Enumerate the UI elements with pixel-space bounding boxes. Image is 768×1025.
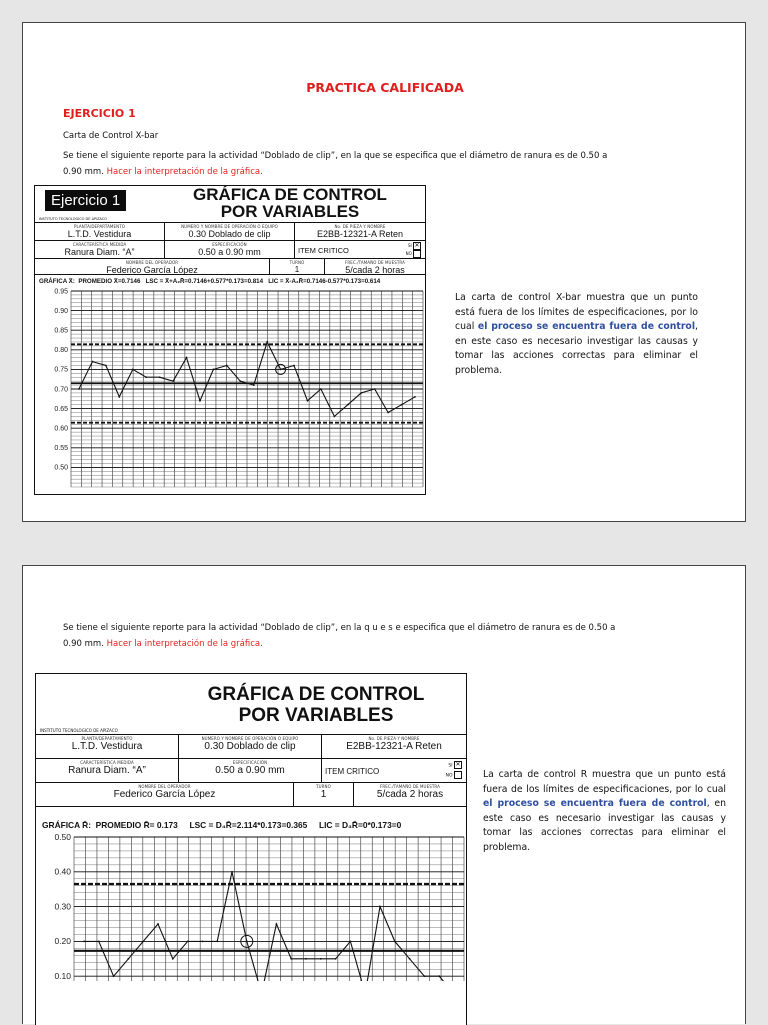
part-cell [295,223,425,241]
data-point [118,396,120,398]
critical-item-cell [295,241,425,259]
yes-checkbox: ✕ [414,242,420,249]
frequency-cell [325,259,425,275]
spec-cell [179,759,322,783]
intro-line-1: Se tiene el siguiente reporte para la actividad “Doblado de clip”, en la que se especifica que el diámetro de ranura es de 0.50 a [63,151,608,161]
data-point [350,941,352,943]
y-tick-label: 0.65 [54,405,68,413]
data-point [438,975,440,977]
r-chart-header [42,820,401,830]
characteristic-value: Ranura Diam. “A” [68,765,146,776]
no-label: NO [405,251,412,256]
data-point [379,906,381,908]
form-title-line-1: GRÁFICA DE CONTROL [207,684,425,705]
interpretation-highlight: el proceso se encuentra fuera de control [483,798,707,809]
shift-cell [294,783,354,807]
r-ucl-annotation: LSC = D₄R̄=2.114*0.173=0.365 [189,820,308,830]
data-point [266,341,268,343]
interpretation-text-end: , en este caso es necesario investigar las causas y tomar las acciones correctas para eliminar el problema. [455,321,698,376]
y-tick-label: 0.90 [54,307,68,315]
y-tick-label: 0.30 [54,901,71,912]
form-title-line-2: POR VARIABLES [220,202,360,221]
shift-caption: TURNO [316,784,331,789]
xbar-interpretation [455,291,698,378]
y-tick-label: 0.70 [54,386,68,394]
interpretation-text: La carta de control X-bar muestra que un punto está fuera de los límites de especificaciones, por lo cual [455,292,698,332]
no-checkbox [413,250,421,258]
data-point [360,392,362,394]
characteristic-cell [35,241,165,259]
r-center-annotation: PROMEDIO R̄= 0.173 [95,820,178,830]
data-point [347,404,349,406]
data-point [320,958,322,960]
data-point [226,365,228,367]
frequency-value: 5/cada 2 horas [376,789,444,800]
intro-line-2-text: 0.90 mm. [63,167,104,177]
plant-value: L.T.D. Vestidura [67,229,132,239]
data-point [409,958,411,960]
frequency-caption: FREC./TAMAÑO DE MUESTRA [380,784,440,789]
data-point [172,380,174,382]
form-title-line-2: POR VARIABLES [238,705,394,726]
data-point [78,388,80,390]
spec-caption: ESPECIFICACIÓN [232,760,268,765]
data-point [216,941,218,943]
frequency-cell [354,783,466,807]
intro-line-2 [63,164,713,180]
r-chart-title: GRÁFICA R̄: [42,820,92,830]
critical-item-label: ITEM CRITICO [298,246,349,255]
shift-cell [270,259,325,275]
characteristic-caption: CARACTERÍSTICA MEDIDA [80,760,134,765]
shift-caption: TURNO [289,260,305,265]
document-page-2 [22,565,746,1024]
y-tick-label: 0.95 [54,288,68,296]
no-checkbox [454,771,462,779]
data-point [333,416,335,418]
y-tick-label: 0.75 [54,366,68,374]
y-tick-label: 0.20 [54,936,71,947]
interpretation-text: La carta de control R muestra que un punto está fuera de los límites de especificaciones, por lo cual [483,769,726,795]
data-point [253,384,255,386]
data-point [335,958,337,960]
institute-label: INSTITUTO TECNOLOGICO DE APIZACO [39,217,108,221]
xbar-control-chart [35,287,425,494]
y-tick-label: 0.55 [54,445,68,453]
r-interpretation [483,768,726,855]
data-point [187,941,189,943]
data-point [246,941,248,943]
page-title: PRACTICA CALIFICADA [306,80,464,95]
operation-caption: NÚMERO Y NOMBRE DE OPERACIÓN O EQUIPO [181,224,278,229]
characteristic-cell [36,759,179,783]
document-page-1 [22,22,746,522]
y-tick-label: 0.80 [54,347,68,355]
section-subtitle: Carta de Control X-bar [63,131,159,141]
form-title-line-1: GRÁFICA DE CONTROL [193,185,387,204]
y-tick-label: 0.85 [54,327,68,335]
plant-value: L.T.D. Vestidura [71,741,143,752]
shift-value: 1 [294,265,300,274]
operator-caption: NOMBRE DEL OPERADOR [125,260,179,265]
data-point [199,400,201,402]
data-point [424,975,426,977]
data-point [239,380,241,382]
characteristic-caption: CARACTERÍSTICA MEDIDA [72,242,127,247]
data-point [202,941,204,943]
data-point [401,404,403,406]
plant-caption: PLANTA/DEPARTAMENTO [74,224,125,229]
operator-cell [35,259,270,275]
critical-checkboxes [446,761,462,780]
plant-cell [35,223,165,241]
xbar-ucl-annotation: LSC = X̄+A₂R̄=0.7146+0.577*0.173=0.814 [145,278,264,285]
yes-label: SI [448,763,453,769]
data-point [132,369,134,371]
data-point [320,388,322,390]
data-point [128,958,130,960]
interpretation-highlight: el proceso se encuentra fuera de control [477,321,696,332]
operator-value: Federico García López [106,265,198,275]
critical-item-label: ITEM CRITICO [325,767,380,776]
spec-value: 0.50 a 0.90 mm [198,247,261,257]
intro-line-1: Se tiene el siguiente reporte para la actividad “Doblado de clip”, en la q u e s e especifica que el diámetro de ranura es de 0.50 a [63,623,616,633]
xbar-center-annotation: PROMEDIO X̄=0.7146 [78,278,141,285]
form-header-table [36,734,466,807]
form-title [176,684,456,726]
y-tick-label: 0.10 [54,971,71,981]
data-point [157,923,159,925]
intro-paragraph [63,148,713,180]
operator-value: Federico García López [113,789,216,800]
frequency-value: 5/cada 2 horas [345,265,405,275]
xbar-chart-title: GRÁFICA X̄: [39,278,75,285]
yes-checkbox: ✕ [455,761,461,768]
control-chart-form-2 [35,673,467,1025]
characteristic-value: Ranura Diam. “A” [64,247,135,257]
operation-caption: NÚMERO Y NOMBRE DE OPERACIÓN O EQUIPO [201,736,299,741]
data-point [280,369,282,371]
yes-label: SI [408,243,412,248]
spec-value: 0.50 a 0.90 mm [215,765,285,776]
institute-label: INSTITUTO TECNOLOGICO DE APIZACO [40,728,118,733]
intro-line-2 [63,636,713,652]
data-point [142,941,144,943]
operation-cell [179,735,322,759]
intro-instruction: Hacer la interpretación de la gráfica. [106,639,263,649]
control-chart-form-1 [34,185,426,495]
data-point [387,412,389,414]
intro-instruction: Hacer la interpretación de la gráfica. [106,167,263,177]
spec-caption: ESPECIFICACIÓN [212,242,247,247]
data-point [113,975,115,977]
spec-cell [165,241,295,259]
r-lcl-annotation: LIC = D₃R̄=0*0.173=0 [318,820,402,830]
data-point [293,365,295,367]
y-tick-label: 0.50 [54,464,68,472]
operator-cell [36,783,294,807]
operation-value: 0.30 Doblado de clip [204,741,296,752]
part-value: E2BB-12321-A Reten [316,229,404,239]
data-point [276,923,278,925]
operator-caption: NOMBRE DEL OPERADOR [138,784,191,789]
part-caption: No. DE PIEZA Y NOMBRE [334,224,386,229]
frequency-caption: FREC./TAMAÑO DE MUESTRA [345,260,405,265]
data-point [172,958,174,960]
y-tick-label: 0.40 [54,866,71,877]
data-point [213,369,215,371]
interpretation-text-end: , en este caso es necesario investigar las causas y tomar las acciones correctas para eliminar el problema. [483,798,726,853]
intro-line-2-text: 0.90 mm. [63,639,104,649]
exercise-heading: EJERCICIO 1 [63,107,136,120]
part-cell [322,735,466,759]
data-point [307,400,309,402]
exercise-badge: Ejercicio 1 [45,190,126,211]
data-point [145,376,147,378]
data-point [374,388,376,390]
part-caption: No. DE PIEZA Y NOMBRE [368,736,420,741]
operation-cell [165,223,295,241]
part-value: E2BB-12321-A Reten [346,741,442,752]
data-point [394,941,396,943]
data-point [98,941,100,943]
shift-value: 1 [320,789,327,800]
form-header-table [35,222,425,275]
plant-caption: PLANTA/DEPARTAMENTO [81,736,133,741]
data-point [83,941,85,943]
data-point [414,396,416,398]
xbar-chart-header [39,278,380,285]
form-title [165,186,415,220]
intro-paragraph-2 [63,620,713,652]
data-point [290,958,292,960]
critical-item-cell [322,759,466,783]
data-point [305,958,307,960]
y-tick-label: 0.60 [54,425,68,433]
data-point [231,871,233,873]
xbar-lcl-annotation: LIC = X̄-A₂R̄=0.7146-0.577*0.173=0.614 [268,278,381,285]
data-point [186,357,188,359]
data-point [159,376,161,378]
data-point [105,365,107,367]
data-point [92,361,94,363]
y-tick-label: 0.50 [54,831,71,842]
critical-checkboxes [406,242,421,258]
operation-value: 0.30 Doblado de clip [188,229,271,239]
no-label: NO [445,773,453,778]
r-control-chart [36,831,466,981]
plant-cell [36,735,179,759]
